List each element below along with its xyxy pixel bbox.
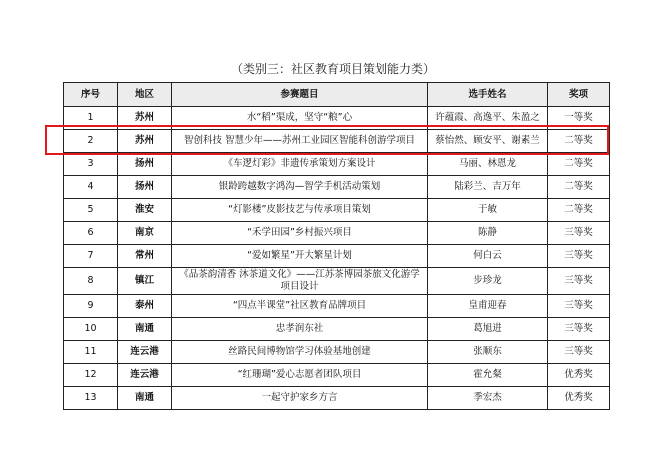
cell-title: 银龄跨越数字鸿沟—智学手机活动策划 [172, 176, 428, 199]
table-row [64, 341, 610, 364]
cell-names: 马丽、林恩龙 [428, 153, 548, 176]
cell-no: 11 [64, 341, 118, 364]
table-row [64, 222, 610, 245]
cell-region: 南通 [118, 318, 172, 341]
cell-names: 陆彩兰、吉万年 [428, 176, 548, 199]
cell-title: 《车逻灯彩》非遗传承策划方案设计 [172, 153, 428, 176]
cell-names: 季宏杰 [428, 387, 548, 410]
table-row [64, 387, 610, 410]
cell-names: 葛旭进 [428, 318, 548, 341]
header-title: 参赛题目 [172, 83, 428, 107]
cell-region: 南京 [118, 222, 172, 245]
cell-award: 二等奖 [548, 176, 610, 199]
cell-title: 《品茶韵清香 沐茶道文化》——江苏茶博园茶旅文化游学项目设计 [172, 268, 428, 295]
cell-no: 13 [64, 387, 118, 410]
table-row [64, 268, 610, 295]
cell-no: 2 [64, 130, 118, 153]
cell-title: “爱如繁星”开大繁星计划 [172, 245, 428, 268]
cell-region: 淮安 [118, 199, 172, 222]
table-caption: （类别三：社区教育项目策划能力类） [230, 62, 435, 76]
cell-no: 4 [64, 176, 118, 199]
table-row [64, 107, 610, 130]
table-row [64, 318, 610, 341]
cell-region: 连云港 [118, 364, 172, 387]
header-names: 选手姓名 [428, 83, 548, 107]
cell-names: 霍允粲 [428, 364, 548, 387]
cell-region: 苏州 [118, 130, 172, 153]
cell-names: 步珍龙 [428, 268, 548, 295]
cell-region: 扬州 [118, 176, 172, 199]
cell-title: 智创科技 智慧少年——苏州工业园区智能科创游学项目 [172, 130, 428, 153]
cell-names: 蔡怡然、顾安平、谢素兰 [428, 130, 548, 153]
cell-no: 10 [64, 318, 118, 341]
table-row [64, 364, 610, 387]
cell-no: 5 [64, 199, 118, 222]
cell-names: 陈静 [428, 222, 548, 245]
cell-award: 三等奖 [548, 222, 610, 245]
table-row [64, 176, 610, 199]
cell-award: 优秀奖 [548, 387, 610, 410]
cell-award: 三等奖 [548, 341, 610, 364]
cell-title: 丝路民间博物馆学习体验基地创建 [172, 341, 428, 364]
cell-no: 1 [64, 107, 118, 130]
cell-title: “灯影楼”皮影技艺与传承项目策划 [172, 199, 428, 222]
table-row [64, 295, 610, 318]
cell-region: 常州 [118, 245, 172, 268]
cell-region: 连云港 [118, 341, 172, 364]
cell-title: “红珊瑚”爱心志愿者团队项目 [172, 364, 428, 387]
cell-no: 8 [64, 268, 118, 295]
cell-region: 泰州 [118, 295, 172, 318]
cell-title: 忠孝润东社 [172, 318, 428, 341]
cell-no: 9 [64, 295, 118, 318]
cell-names: 于敏 [428, 199, 548, 222]
table-row [64, 153, 610, 176]
cell-region: 扬州 [118, 153, 172, 176]
cell-names: 许蕴霞、高逸平、朱盈之 [428, 107, 548, 130]
cell-title: 一起守护家乡方言 [172, 387, 428, 410]
header-region: 地区 [118, 83, 172, 107]
table-row [64, 130, 610, 153]
table-row [64, 199, 610, 222]
cell-region: 苏州 [118, 107, 172, 130]
cell-title: “四点半课堂”社区教育品牌项目 [172, 295, 428, 318]
cell-award: 三等奖 [548, 318, 610, 341]
cell-names: 张顺东 [428, 341, 548, 364]
cell-names: 何白云 [428, 245, 548, 268]
cell-award: 一等奖 [548, 107, 610, 130]
cell-award: 三等奖 [548, 295, 610, 318]
table-header-row [64, 83, 610, 107]
cell-award: 三等奖 [548, 268, 610, 295]
cell-award: 三等奖 [548, 245, 610, 268]
cell-award: 二等奖 [548, 130, 610, 153]
cell-award: 二等奖 [548, 199, 610, 222]
cell-no: 7 [64, 245, 118, 268]
cell-no: 3 [64, 153, 118, 176]
cell-region: 南通 [118, 387, 172, 410]
cell-title: 水“稻”渠成，坚守“粮”心 [172, 107, 428, 130]
awards-table [63, 82, 610, 410]
header-no: 序号 [64, 83, 118, 107]
cell-no: 12 [64, 364, 118, 387]
cell-region: 镇江 [118, 268, 172, 295]
cell-names: 皇甫迎春 [428, 295, 548, 318]
cell-award: 优秀奖 [548, 364, 610, 387]
cell-award: 二等奖 [548, 153, 610, 176]
cell-no: 6 [64, 222, 118, 245]
table-row [64, 245, 610, 268]
header-award: 奖项 [548, 83, 610, 107]
cell-title: “禾学田园”乡村振兴项目 [172, 222, 428, 245]
